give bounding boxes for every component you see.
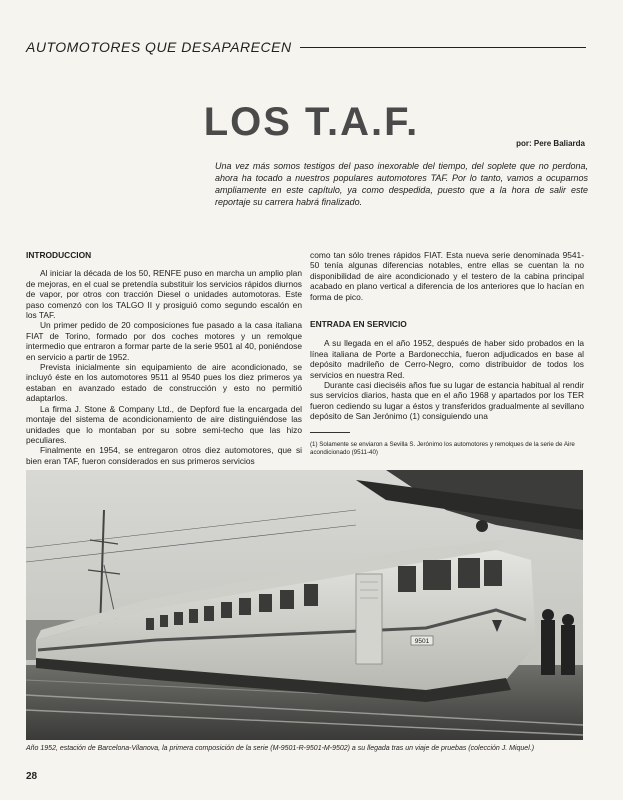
byline: por: Pere Baliarda: [516, 139, 585, 148]
column-left: [26, 250, 302, 466]
paragraph: Un primer pedido de 20 composiciones fue pasado a la casa italiana FIAT de Torino, formado por dos coches motores y un remolque intermedio que entraron a formar parte de la serie 9501 al 40, poniéndose en servicio a partir de 1952.: [26, 320, 302, 362]
train-photo: [26, 470, 583, 740]
paragraph: Finalmente en 1954, se entregaron otros diez automotores, que si bien eran TAF, fueron considerados en sus primeros servicios: [26, 445, 302, 466]
section-heading-introduccion: INTRODUCCION: [26, 250, 92, 260]
running-header: [26, 38, 586, 56]
paragraph: Al iniciar la década de los 50, RENFE puso en marcha un amplio plan de mejoras, en el cual se pretendía substituir los servicios rápidos diurnos de vapor, por otros con tracción Diesel o unidades automotoras. Este paso comenzó con los TALGO II y prosiguió como segundo escalón en los TAF.: [26, 268, 302, 321]
page-number: 28: [26, 771, 38, 782]
lead-paragraph: Una vez más somos testigos del paso inexorable del tiempo, del soplete que no perdona, ahora ha tocado a nuestros populares automotores TAF. Por lo tanto, vamos a ocuparnos ampliamente en este capítulo, ya como despedida, puesto que a la hora de salir este reportaje su carrera habrá finalizado.: [215, 161, 588, 207]
column-right: [310, 250, 584, 422]
footnote-rule: [310, 432, 350, 433]
section-title: AUTOMOTORES QUE DESAPARECEN: [26, 39, 292, 55]
paragraph: Durante casi dieciséis años fue su lugar de estancia habitual al rendir sus servicios diarios, hasta que en el año 1968 y apartados por los TER fueron cediendo su lugar a éstos y transferidos gradualmente al sevillano depósito de San Jerónimo (1) consiguiendo una: [310, 380, 584, 422]
paragraph: A su llegada en el año 1952, después de haber sido probados en la línea italiana de Porte a Bardonecchia, fueron adjudicados en base al depósito madrileño de Cerro-Negro, como distribuidor de todos los servicios en nuestra Red.: [310, 338, 584, 380]
train-photo-illustration: [26, 470, 583, 740]
paragraph: La firma J. Stone & Company Ltd., de Depford fue la encargada del montaje del sistema de acondicionamiento de aire distinguiéndose las unidades que lo montaban por su sobre semi-techo que las hizo peculiares.: [26, 403, 302, 445]
section-heading-entrada: ENTRADA EN SERVICIO: [310, 319, 407, 330]
paragraph: Prevista inicialmente sin equipamiento de aire acondicionado, se incluyó éste en los automotores 9511 al 9540 pues los diez primeros ya estaban en avanzado estado de construcción y esto no permitió adaptarlos.: [26, 362, 302, 404]
paragraph-continued: como tan sólo trenes rápidos FIAT. Esta nueva serie denominada 9541-50 tenía algunas diferencias notables, entre ellas se cuentan la no disponibilidad de aire acondicionado y el testero de la cabina principal acabado en plano vertical a diferencia de los anteriores que lo hacían en forma de pico.: [310, 250, 584, 302]
footnote: (1) Solamente se enviaron a Sevilla S. Jerónimo los automotores y remolques de la serie de Aire acondicionado (9511-40): [310, 441, 575, 456]
photo-caption: Año 1952, estación de Barcelona-Vilanova, la primera composición de la serie (M-9501-R-9501-M-9502) a su llegada tras un viaje de pruebas (colección J. Miquel.): [26, 745, 535, 752]
unit-number: 9501: [414, 638, 430, 645]
header-rule: [300, 47, 586, 48]
article-title: LOS T.A.F.: [203, 100, 420, 144]
